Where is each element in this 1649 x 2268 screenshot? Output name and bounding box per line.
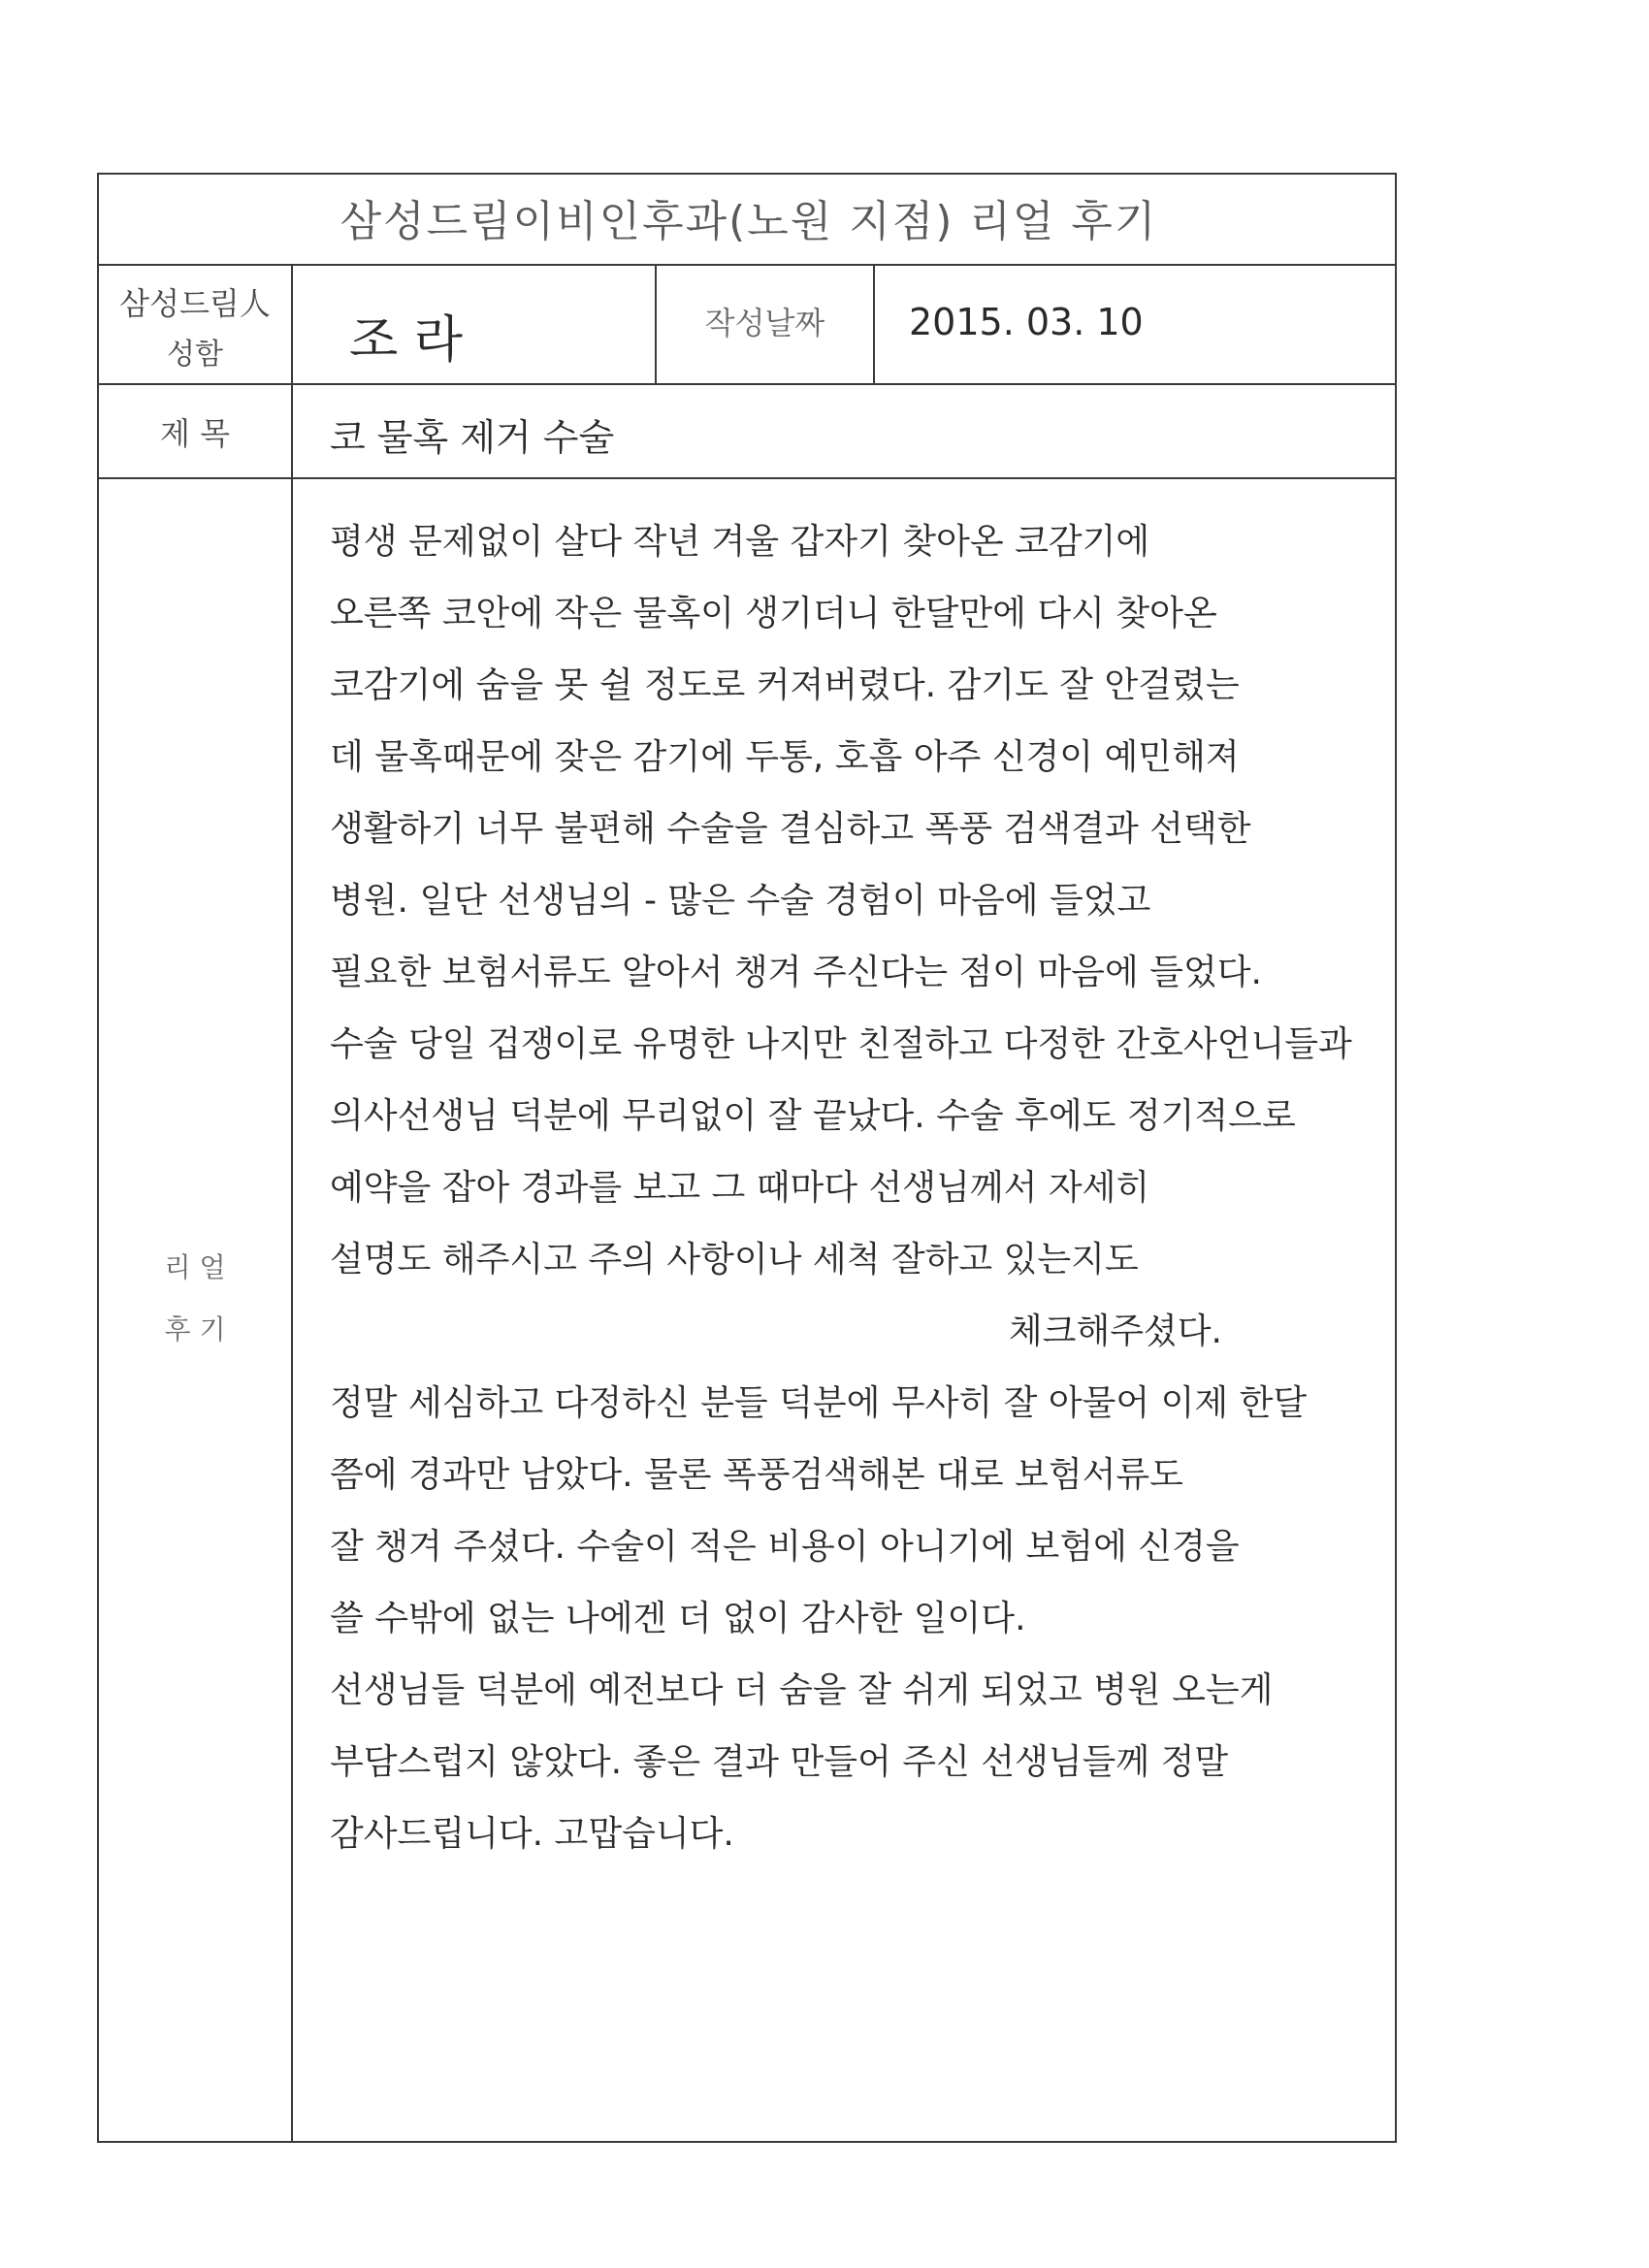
review-line: 필요한 보험서류도 알아서 챙겨 주신다는 점이 마음에 들었다. bbox=[330, 953, 1262, 992]
review-label bbox=[99, 1247, 291, 1347]
review-line: 의사선생님 덕분에 무리없이 잘 끝났다. 수술 후에도 정기적으로 bbox=[330, 1096, 1296, 1136]
divider bbox=[99, 264, 1395, 266]
review-line: 코감기에 숨을 못 쉴 정도로 커져버렸다. 감기도 잘 안걸렸는 bbox=[330, 665, 1240, 705]
review-line: 정말 세심하고 다정하신 분들 덕분에 무사히 잘 아물어 이제 한달 bbox=[330, 1383, 1308, 1423]
review-line: 병원. 일단 선생님의 - 많은 수술 경험이 마음에 들었고 bbox=[330, 881, 1151, 921]
review-line: 생활하기 너무 불편해 수술을 결심하고 폭풍 검색결과 선택한 bbox=[330, 809, 1251, 849]
subject-value: 코 물혹 제거 수술 bbox=[330, 416, 615, 459]
review-label-line1: 리 얼 bbox=[164, 1251, 226, 1283]
review-line: 쯤에 경과만 남았다. 물론 폭풍검색해본 대로 보험서류도 bbox=[330, 1455, 1183, 1495]
name-label-line1: 삼성드림人 bbox=[119, 285, 271, 322]
review-line: 평생 문제없이 살다 작년 겨울 갑자기 찾아온 코감기에 bbox=[330, 522, 1150, 562]
review-line: 데 물혹때문에 잦은 감기에 두통, 호흡 아주 신경이 예민해져 bbox=[330, 737, 1240, 777]
review-line: 잘 챙겨 주셨다. 수술이 적은 비용이 아니기에 보험에 신경을 bbox=[330, 1527, 1240, 1567]
date-value: 2015. 03. 10 bbox=[909, 301, 1144, 343]
review-line: 오른쪽 코안에 작은 물혹이 생기더니 한달만에 다시 찾아온 bbox=[330, 594, 1217, 633]
name-label-line2: 성함 bbox=[167, 338, 223, 372]
review-body bbox=[330, 506, 1387, 1870]
review-line: 체크해주셨다. bbox=[1008, 1312, 1222, 1351]
review-line: 부담스럽지 않았다. 좋은 결과 만들어 주신 선생님들께 정말 bbox=[330, 1742, 1229, 1782]
review-line: 수술 당일 겁쟁이로 유명한 나지만 친절하고 다정한 간호사언니들과 bbox=[330, 1024, 1352, 1064]
divider bbox=[99, 477, 1395, 479]
review-line: 선생님들 덕분에 예전보다 더 숨을 잘 쉬게 되었고 병원 오는게 bbox=[330, 1670, 1274, 1710]
name-value: 조 라 bbox=[349, 311, 463, 370]
review-line: 예약을 잡아 경과를 보고 그 때마다 선생님께서 자세히 bbox=[330, 1168, 1150, 1208]
date-label: 작성날짜 bbox=[704, 305, 825, 341]
subject-label: 제 목 bbox=[160, 415, 230, 452]
form-title: 삼성드림이비인후과(노원 지점) 리얼 후기 bbox=[340, 197, 1158, 246]
review-form bbox=[97, 173, 1397, 2143]
review-label-line2: 후 기 bbox=[164, 1313, 226, 1345]
review-line: 쓸 수밖에 없는 나에겐 더 없이 감사한 일이다. bbox=[330, 1599, 1026, 1638]
review-line: 감사드립니다. 고맙습니다. bbox=[330, 1814, 734, 1854]
review-line: 설명도 해주시고 주의 사항이나 세척 잘하고 있는지도 bbox=[330, 1240, 1139, 1280]
divider bbox=[291, 264, 293, 2141]
divider bbox=[873, 264, 875, 383]
name-label bbox=[99, 279, 291, 373]
divider bbox=[99, 383, 1395, 385]
